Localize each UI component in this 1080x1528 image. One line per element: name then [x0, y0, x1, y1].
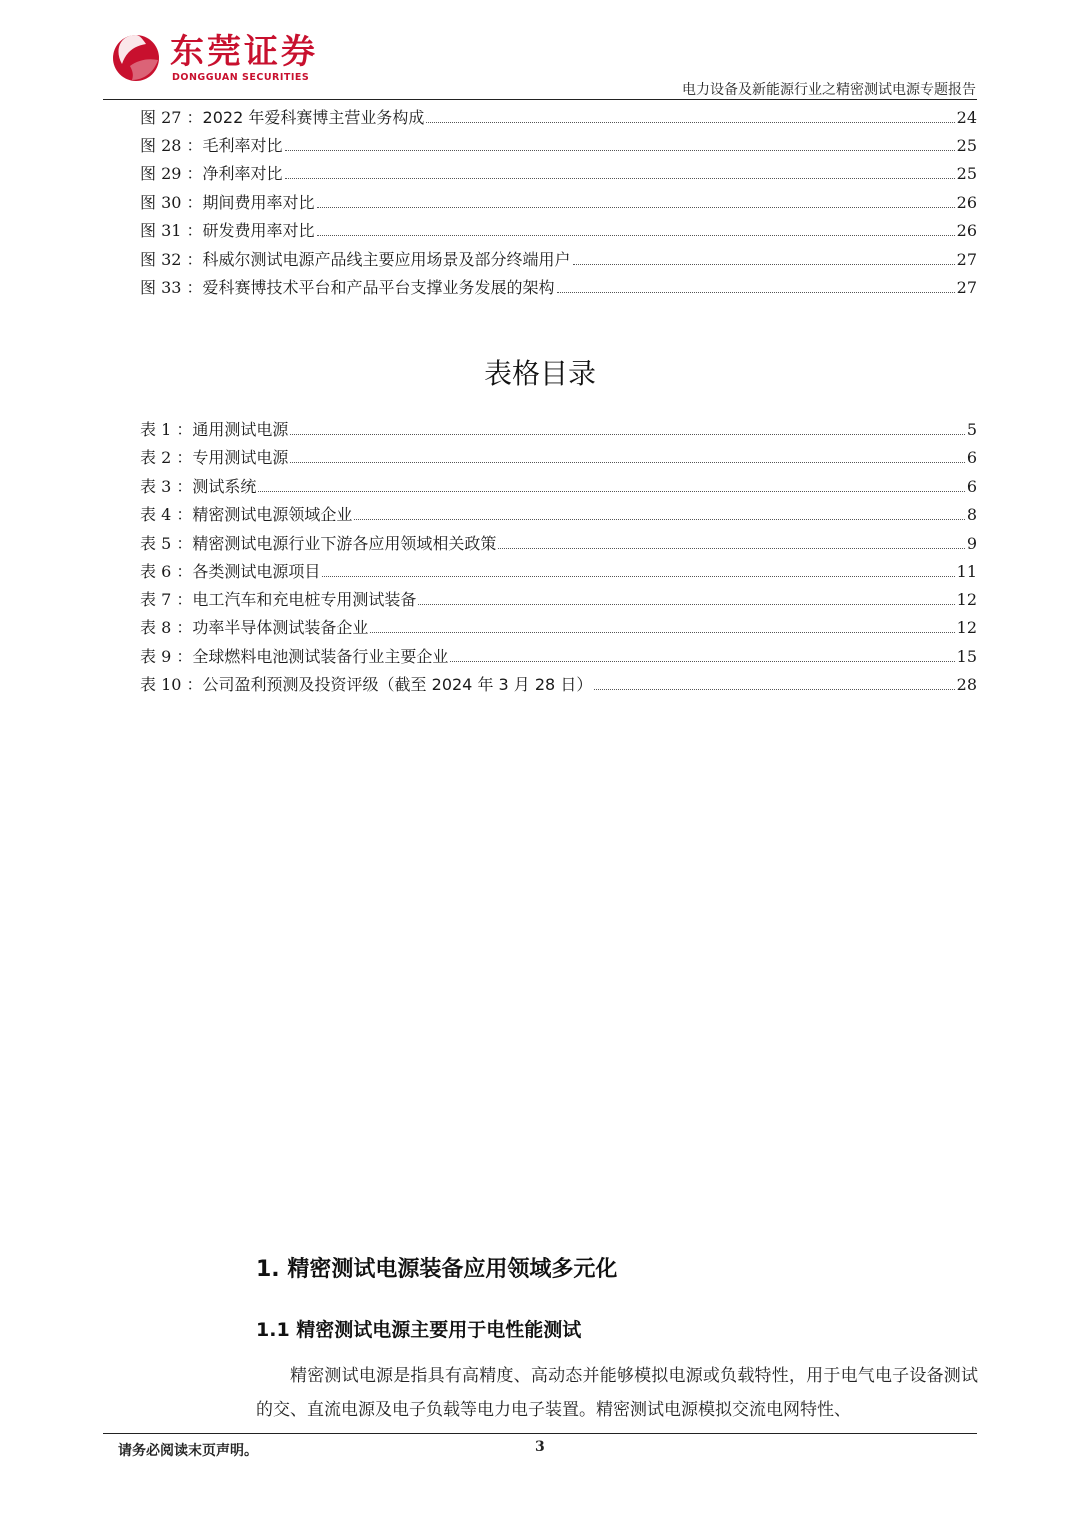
brand-name-cn: 东莞证券: [170, 32, 318, 72]
toc-entry[interactable]: [140, 673, 977, 695]
toc-entry-page: 28: [956, 675, 977, 694]
toc-entry-title: 精密测试电源领域企业: [192, 505, 353, 524]
toc-entry-number: 表 2 ：: [140, 448, 193, 467]
toc-leader-dots: [290, 462, 964, 463]
toc-entry-page: 24: [956, 108, 977, 127]
toc-leader-dots: [498, 548, 964, 549]
table-toc-title: 表格目录: [483, 357, 596, 390]
toc-entry-title: 通用测试电源: [192, 420, 289, 439]
toc-entry[interactable]: [140, 191, 977, 213]
toc-entry-title: 各类测试电源项目: [192, 562, 321, 581]
body-paragraph: 精密测试电源是指具有高精度、高动态并能够模拟电源或负载特性，用于电气电子设备测试的交、直流电源及电子负载等电力电子装置。精密测试电源模拟交流电网特性、: [256, 1366, 978, 1420]
disclaimer-note: 请务必阅读末页声明。: [118, 1443, 258, 1459]
footer-divider: [103, 1433, 977, 1434]
toc-entry-page: 27: [956, 278, 977, 297]
page-header: [0, 0, 1080, 100]
toc-entry-page: 25: [956, 136, 977, 155]
toc-entry[interactable]: [140, 219, 977, 241]
section-heading-1-1: 1.1 精密测试电源主要用于电性能测试: [256, 1319, 582, 1341]
toc-entry-page: 15: [956, 647, 977, 666]
toc-entry-page: 12: [956, 618, 977, 637]
toc-entry[interactable]: [140, 532, 977, 554]
toc-entry[interactable]: [140, 418, 977, 440]
toc-entry-number: 表 10 ：: [140, 675, 203, 694]
toc-leader-dots: [290, 434, 964, 435]
toc-entry-title: 精密测试电源行业下游各应用领域相关政策: [192, 534, 497, 553]
toc-leader-dots: [557, 292, 955, 293]
toc-entry-number: 表 5 ：: [140, 534, 193, 553]
toc-entry[interactable]: [140, 276, 977, 298]
toc-entry-page: 26: [956, 193, 977, 212]
toc-entry-title: 科威尔测试电源产品线主要应用场景及部分终端用户: [202, 250, 571, 269]
toc-entry[interactable]: [140, 503, 977, 525]
toc-entry-title: 全球燃料电池测试装备行业主要企业: [192, 647, 449, 666]
header-divider: [103, 99, 977, 100]
toc-entry-number: 图 33 ：: [140, 278, 203, 297]
toc-entry-page: 26: [956, 221, 977, 240]
toc-leader-dots: [317, 207, 955, 208]
toc-entry[interactable]: [140, 475, 977, 497]
toc-leader-dots: [450, 661, 954, 662]
toc-entry-number: 图 31 ：: [140, 221, 203, 240]
toc-entry-number: 表 1 ：: [140, 420, 193, 439]
toc-entry-title: 期间费用率对比: [202, 193, 315, 212]
toc-leader-dots: [285, 178, 955, 179]
toc-entry-page: 8: [966, 505, 977, 524]
toc-entry-title: 专用测试电源: [192, 448, 289, 467]
toc-entry[interactable]: [140, 134, 977, 156]
toc-entry[interactable]: [140, 162, 977, 184]
toc-entry-number: 图 28 ：: [140, 136, 203, 155]
toc-entry-title: 测试系统: [192, 477, 257, 496]
toc-entry-title: 公司盈利预测及投资评级（截至 2024 年 3 月 28 日）: [202, 675, 593, 694]
toc-entry[interactable]: [140, 616, 977, 638]
toc-entry-page: 12: [956, 590, 977, 609]
toc-leader-dots: [285, 150, 955, 151]
toc-entry[interactable]: [140, 645, 977, 667]
toc-entry[interactable]: [140, 446, 977, 468]
toc-entry-number: 表 4 ：: [140, 505, 193, 524]
toc-entry-title: 电工汽车和充电桩专用测试装备: [192, 590, 417, 609]
toc-leader-dots: [418, 604, 954, 605]
toc-entry-number: 图 29 ：: [140, 164, 203, 183]
toc-entry[interactable]: [140, 560, 977, 582]
toc-leader-dots: [258, 491, 964, 492]
toc-leader-dots: [573, 264, 955, 265]
toc-leader-dots: [426, 122, 954, 123]
toc-entry-number: 表 3 ：: [140, 477, 193, 496]
toc-entry-page: 6: [966, 477, 977, 496]
toc-entry-number: 表 9 ：: [140, 647, 193, 666]
toc-entry-number: 表 7 ：: [140, 590, 193, 609]
section-heading-1: 1. 精密测试电源装备应用领域多元化: [256, 1257, 618, 1282]
toc-leader-dots: [594, 689, 954, 690]
report-title: 电力设备及新能源行业之精密测试电源专题报告: [682, 82, 976, 98]
toc-entry[interactable]: [140, 588, 977, 610]
toc-entry-number: 图 30 ：: [140, 193, 203, 212]
toc-entry-title: 净利率对比: [202, 164, 283, 183]
toc-entry-page: 5: [966, 420, 977, 439]
toc-leader-dots: [322, 576, 954, 577]
brand-name-en: DONGGUAN SECURITIES: [172, 72, 310, 83]
toc-entry-number: 图 32 ：: [140, 250, 203, 269]
toc-entry-page: 25: [956, 164, 977, 183]
toc-entry-page: 27: [956, 250, 977, 269]
toc-entry-title: 2022 年爱科赛博主营业务构成: [202, 108, 425, 127]
toc-leader-dots: [370, 632, 954, 633]
toc-entry-number: 表 8 ：: [140, 618, 193, 637]
dongguan-securities-logo-icon: [112, 30, 160, 84]
toc-entry[interactable]: [140, 248, 977, 270]
toc-entry-page: 6: [966, 448, 977, 467]
toc-leader-dots: [317, 235, 955, 236]
toc-entry-page: 11: [956, 562, 977, 581]
toc-leader-dots: [354, 519, 964, 520]
toc-entry-title: 功率半导体测试装备企业: [192, 618, 369, 637]
toc-entry-number: 表 6 ：: [140, 562, 193, 581]
toc-entry-title: 爱科赛博技术平台和产品平台支撑业务发展的架构: [202, 278, 555, 297]
toc-entry-title: 研发费用率对比: [202, 221, 315, 240]
toc-entry-page: 9: [966, 534, 977, 553]
page-number: 3: [535, 1439, 545, 1455]
toc-entry-number: 图 27 ：: [140, 108, 203, 127]
toc-entry[interactable]: [140, 106, 977, 128]
toc-entry-title: 毛利率对比: [202, 136, 283, 155]
